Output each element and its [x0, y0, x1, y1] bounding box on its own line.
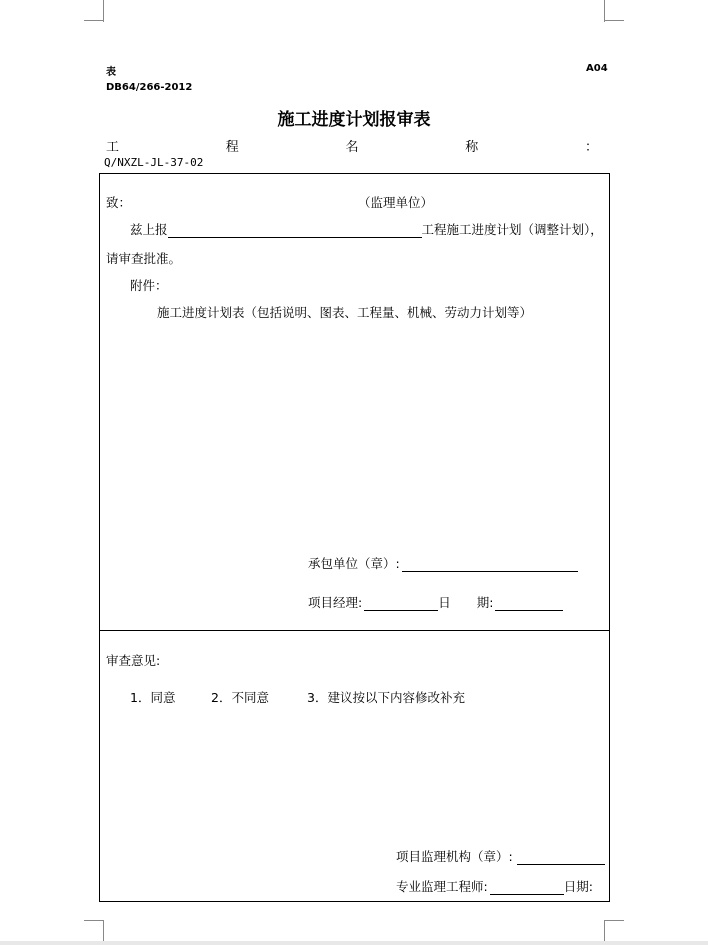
crop-mark-top-left: [103, 0, 104, 22]
report-suffix: 工程施工进度计划（调整计划），: [421, 222, 603, 237]
project-name-field[interactable]: [168, 223, 422, 238]
page-bottom-edge: [0, 941, 708, 945]
crop-mark-top-left-h: [84, 20, 104, 21]
date-label-lower: 日期:: [563, 879, 593, 894]
form-label: 表: [106, 67, 116, 78]
standard-code: DB64/266-2012: [106, 82, 193, 93]
section-divider: [100, 630, 609, 631]
option-revise[interactable]: 3．建议按以下内容修改补充: [307, 690, 465, 705]
pm-label: 项目经理:: [308, 595, 363, 610]
pm-field[interactable]: [364, 596, 438, 611]
contractor-label: 承包单位（章）:: [308, 556, 400, 571]
project-name-row: [106, 136, 598, 155]
project-name-char: 工: [106, 140, 120, 155]
report-line: [130, 220, 603, 238]
org-line: [396, 847, 605, 865]
request-text: 请审查批准。: [106, 251, 182, 266]
project-name-char: ：: [584, 140, 598, 155]
contractor-field[interactable]: [402, 557, 578, 572]
document-code: Q/NXZL-JL-37-02: [104, 156, 204, 169]
org-label: 项目监理机构（章）:: [396, 849, 513, 864]
report-prefix: 兹上报: [130, 222, 168, 237]
attachment-item: 施工进度计划表（包括说明、图表、工程量、机械、劳动力计划等）: [157, 305, 533, 320]
crop-mark-bottom-left-h: [84, 920, 104, 921]
supervisor-unit-label: （监理单位）: [358, 195, 434, 210]
form-number: A04: [586, 63, 608, 74]
option-disagree[interactable]: 2．不同意: [211, 690, 269, 705]
engineer-label: 专业监理工程师:: [396, 879, 488, 894]
date-label-2: 期:: [476, 595, 494, 610]
crop-mark-top-right: [604, 0, 605, 22]
engineer-line: [396, 877, 593, 895]
opinion-label: 审查意见:: [106, 653, 161, 668]
org-field[interactable]: [517, 850, 605, 865]
date-field-upper[interactable]: [495, 596, 563, 611]
attachment-label: 附件：: [130, 278, 168, 293]
pm-line: [308, 593, 563, 611]
project-name-char: 名: [345, 140, 359, 155]
option-agree[interactable]: 1．同意: [130, 690, 176, 705]
crop-mark-bottom-right-h: [604, 920, 624, 921]
project-name-char: 程: [225, 140, 239, 155]
page-title: 施工进度计划报审表: [277, 110, 431, 130]
crop-mark-top-right-h: [604, 20, 624, 21]
engineer-field[interactable]: [490, 880, 564, 895]
date-label-1: 日: [438, 595, 451, 610]
project-name-char: 称: [465, 140, 479, 155]
form-box: [99, 173, 610, 902]
to-label: 致：: [106, 195, 132, 210]
contractor-line: [308, 554, 578, 572]
